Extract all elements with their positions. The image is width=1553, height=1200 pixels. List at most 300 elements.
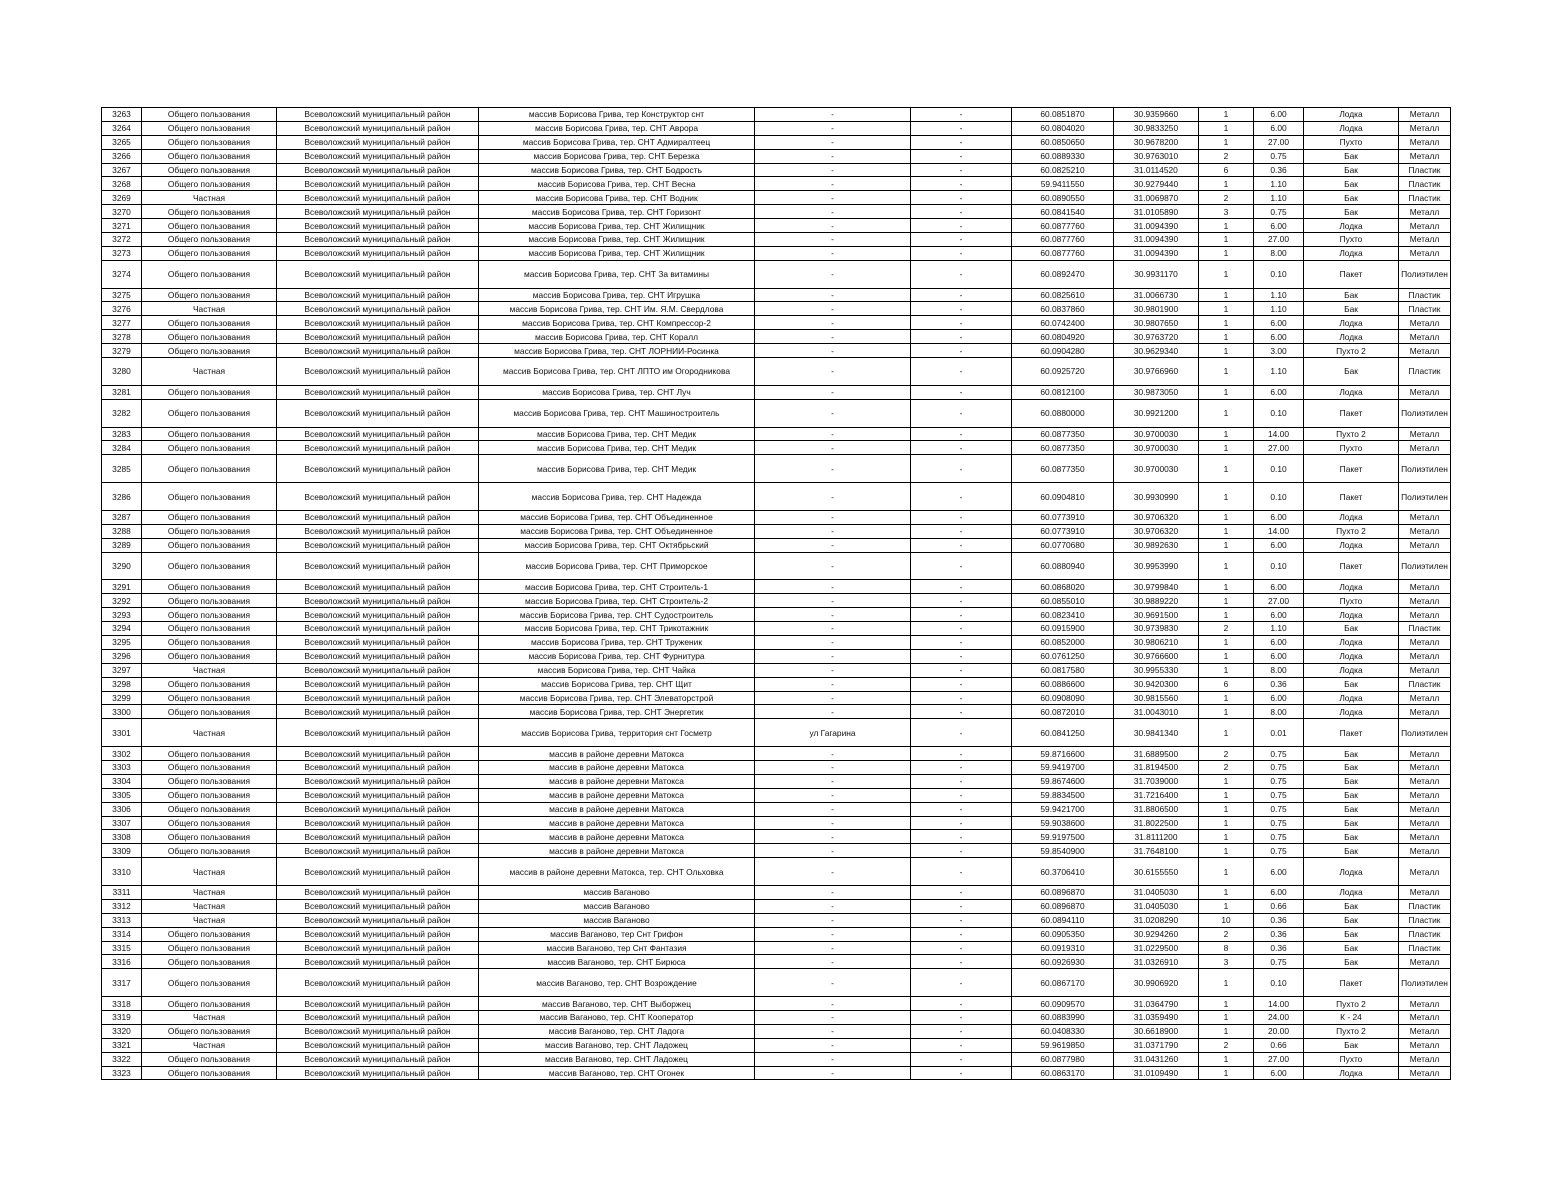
table-cell: 59.9038600	[1012, 816, 1114, 830]
table-cell: Общего пользования	[142, 788, 277, 802]
table-cell: -	[911, 385, 1012, 399]
table-cell: 3302	[102, 747, 142, 761]
table-cell: Лодка	[1304, 608, 1399, 622]
table-cell: Лодка	[1304, 538, 1399, 552]
table-cell: 0.36	[1254, 677, 1304, 691]
table-cell: Всеволожский муниципальный район	[277, 649, 479, 663]
table-row	[102, 927, 1451, 941]
table-cell: 3287	[102, 510, 142, 524]
table-cell: Общего пользования	[142, 108, 277, 122]
table-cell: 3307	[102, 816, 142, 830]
table-cell: 30.9691500	[1114, 608, 1199, 622]
table-cell: 1.10	[1254, 191, 1304, 205]
table-cell: 3274	[102, 260, 142, 288]
table-cell: -	[911, 358, 1012, 386]
table-cell: 0.75	[1254, 205, 1304, 219]
table-row	[102, 427, 1451, 441]
table-cell: -	[911, 635, 1012, 649]
table-row	[102, 719, 1451, 747]
table-cell: -	[911, 191, 1012, 205]
table-cell: массив в районе деревни Матокса, тер. СНТ Ольховка	[479, 858, 755, 886]
table-cell: Общего пользования	[142, 330, 277, 344]
table-cell: -	[911, 1066, 1012, 1080]
table-cell: массив Борисова Грива, тер. СНТ Медик	[479, 455, 755, 483]
table-cell: 60.0892470	[1012, 260, 1114, 288]
table-cell: Металл	[1399, 788, 1451, 802]
table-cell: Пухто	[1304, 594, 1399, 608]
table-row	[102, 1011, 1451, 1025]
table-cell: 30.9931170	[1114, 260, 1199, 288]
table-cell: 30.9700030	[1114, 441, 1199, 455]
table-cell: массив Борисова Грива, тер Конструктор снт	[479, 108, 755, 122]
table-cell: -	[911, 608, 1012, 622]
table-cell: 30.9807650	[1114, 316, 1199, 330]
table-row	[102, 899, 1451, 913]
table-cell: 1	[1199, 233, 1254, 247]
table-cell: -	[755, 219, 911, 233]
table-cell: Бак	[1304, 677, 1399, 691]
table-cell: 1	[1199, 358, 1254, 386]
table-row	[102, 302, 1451, 316]
table-cell: 31.0431260	[1114, 1052, 1199, 1066]
table-cell: 60.0896870	[1012, 899, 1114, 913]
table-cell: Общего пользования	[142, 608, 277, 622]
table-cell: Общего пользования	[142, 441, 277, 455]
table-cell: -	[911, 760, 1012, 774]
table-cell: 30.9892630	[1114, 538, 1199, 552]
table-cell: Металл	[1399, 233, 1451, 247]
table-cell: массив Борисова Грива, тер. СНТ Щит	[479, 677, 755, 691]
table-cell: 3	[1199, 955, 1254, 969]
table-cell: Всеволожский муниципальный район	[277, 802, 479, 816]
table-cell: -	[755, 135, 911, 149]
table-cell: 30.9706320	[1114, 524, 1199, 538]
table-cell: -	[755, 483, 911, 511]
table-cell: Металл	[1399, 344, 1451, 358]
table-cell: 60.0889330	[1012, 149, 1114, 163]
table-row	[102, 691, 1451, 705]
table-cell: 1	[1199, 635, 1254, 649]
table-cell: Лодка	[1304, 219, 1399, 233]
table-cell: 60.0850650	[1012, 135, 1114, 149]
table-cell: 60.0909570	[1012, 997, 1114, 1011]
table-cell: Общего пользования	[142, 246, 277, 260]
table-cell: -	[911, 649, 1012, 663]
table-cell: Бак	[1304, 955, 1399, 969]
table-cell: Лодка	[1304, 649, 1399, 663]
table-cell: массив Ваганово, тер. СНТ Возрождение	[479, 969, 755, 997]
table-cell: Бак	[1304, 802, 1399, 816]
table-cell: 27.00	[1254, 441, 1304, 455]
table-cell: 31.7648100	[1114, 844, 1199, 858]
table-cell: 1	[1199, 691, 1254, 705]
table-cell: 3314	[102, 927, 142, 941]
table-row	[102, 1038, 1451, 1052]
table-cell: массив Борисова Грива, тер. СНТ Бодрость	[479, 163, 755, 177]
table-cell: -	[755, 330, 911, 344]
table-cell: 1	[1199, 108, 1254, 122]
table-cell: Общего пользования	[142, 427, 277, 441]
table-cell: Лодка	[1304, 705, 1399, 719]
table-cell: массив Борисова Грива, тер. СНТ Приморское	[479, 552, 755, 580]
table-cell: Всеволожский муниципальный район	[277, 177, 479, 191]
table-cell: 59.9197500	[1012, 830, 1114, 844]
table-cell: Пластик	[1399, 899, 1451, 913]
table-row	[102, 441, 1451, 455]
table-cell: Общего пользования	[142, 594, 277, 608]
table-cell: массив Борисова Грива, тер. СНТ Объединенное	[479, 510, 755, 524]
table-cell: 6.00	[1254, 108, 1304, 122]
table-cell: 3317	[102, 969, 142, 997]
table-cell: 1	[1199, 594, 1254, 608]
table-cell: 1	[1199, 177, 1254, 191]
table-cell: 60.0880000	[1012, 399, 1114, 427]
table-cell: Всеволожский муниципальный район	[277, 455, 479, 483]
table-cell: 31.0069870	[1114, 191, 1199, 205]
table-cell: 6.00	[1254, 691, 1304, 705]
table-cell: 30.9955330	[1114, 663, 1199, 677]
table-cell: Бак	[1304, 830, 1399, 844]
table-cell: 60.0823410	[1012, 608, 1114, 622]
table-row	[102, 552, 1451, 580]
table-cell: массив в районе деревни Матокса	[479, 816, 755, 830]
table-cell: 60.0905350	[1012, 927, 1114, 941]
table-cell: Всеволожский муниципальный район	[277, 997, 479, 1011]
table-cell: 0.75	[1254, 760, 1304, 774]
table-cell: 0.36	[1254, 941, 1304, 955]
table-cell: -	[911, 927, 1012, 941]
table-cell: 3308	[102, 830, 142, 844]
table-cell: 60.0804920	[1012, 330, 1114, 344]
table-cell: 0.75	[1254, 955, 1304, 969]
table-cell: Пухто	[1304, 441, 1399, 455]
table-cell: массив в районе деревни Матокса	[479, 844, 755, 858]
table-cell: Полиэтилен	[1399, 455, 1451, 483]
table-cell: -	[911, 455, 1012, 483]
table-cell: 30.9841340	[1114, 719, 1199, 747]
table-cell: Пухто	[1304, 135, 1399, 149]
table-cell: массив в районе деревни Матокса	[479, 760, 755, 774]
table-cell: -	[755, 997, 911, 1011]
table-cell: -	[911, 663, 1012, 677]
table-cell: массив Ваганово, тер. СНТ Ладога	[479, 1024, 755, 1038]
table-cell: -	[755, 246, 911, 260]
table-cell: -	[755, 830, 911, 844]
table-cell: -	[755, 1011, 911, 1025]
table-cell: 30.9706320	[1114, 510, 1199, 524]
table-cell: 60.0890550	[1012, 191, 1114, 205]
table-cell: -	[911, 524, 1012, 538]
table-cell: 1.10	[1254, 622, 1304, 636]
table-cell: 30.9801900	[1114, 302, 1199, 316]
table-cell: Бак	[1304, 927, 1399, 941]
table-cell: 59.8716600	[1012, 747, 1114, 761]
table-row	[102, 205, 1451, 219]
table-cell: 60.0825210	[1012, 163, 1114, 177]
table-cell: -	[755, 955, 911, 969]
table-cell: 1	[1199, 524, 1254, 538]
table-cell: -	[755, 580, 911, 594]
table-cell: Бак	[1304, 149, 1399, 163]
table-row	[102, 622, 1451, 636]
data-table	[101, 107, 1451, 1080]
table-cell: -	[911, 886, 1012, 900]
table-cell: массив Борисова Грива, тер. СНТ Аврора	[479, 121, 755, 135]
table-cell: -	[911, 622, 1012, 636]
table-cell: -	[911, 538, 1012, 552]
table-cell: 3304	[102, 774, 142, 788]
table-cell: Всеволожский муниципальный район	[277, 622, 479, 636]
table-cell: Общего пользования	[142, 635, 277, 649]
table-cell: 1	[1199, 802, 1254, 816]
table-cell: 60.0804020	[1012, 121, 1114, 135]
table-cell: 59.9419700	[1012, 760, 1114, 774]
table-cell: массив Борисова Грива, тер. СНТ Элеваторстрой	[479, 691, 755, 705]
table-cell: Пакет	[1304, 399, 1399, 427]
table-cell: 6.00	[1254, 385, 1304, 399]
table-cell: 1	[1199, 260, 1254, 288]
table-cell: Всеволожский муниципальный район	[277, 135, 479, 149]
table-cell: -	[911, 830, 1012, 844]
table-cell: Частная	[142, 1038, 277, 1052]
table-cell: 3295	[102, 635, 142, 649]
table-row	[102, 858, 1451, 886]
table-cell: массив Борисова Грива, тер. СНТ Луч	[479, 385, 755, 399]
table-cell: 3313	[102, 913, 142, 927]
table-cell: Лодка	[1304, 580, 1399, 594]
table-cell: Лодка	[1304, 108, 1399, 122]
table-cell: Общего пользования	[142, 774, 277, 788]
table-cell: Всеволожский муниципальный район	[277, 635, 479, 649]
table-cell: Всеволожский муниципальный район	[277, 1066, 479, 1080]
table-cell: Металл	[1399, 705, 1451, 719]
table-cell: Общего пользования	[142, 691, 277, 705]
table-cell: Лодка	[1304, 886, 1399, 900]
table-cell: 3271	[102, 219, 142, 233]
table-row	[102, 538, 1451, 552]
table-cell: Всеволожский муниципальный район	[277, 1011, 479, 1025]
table-cell: Общего пользования	[142, 941, 277, 955]
table-cell: 1	[1199, 969, 1254, 997]
table-cell: 1	[1199, 886, 1254, 900]
table-cell: -	[755, 899, 911, 913]
table-cell: 1	[1199, 399, 1254, 427]
table-cell: -	[911, 955, 1012, 969]
table-cell: Общего пользования	[142, 580, 277, 594]
table-cell: 3276	[102, 302, 142, 316]
table-cell: Всеволожский муниципальный район	[277, 830, 479, 844]
table-cell: массив Борисова Грива, тер. СНТ Энергетик	[479, 705, 755, 719]
table-cell: Лодка	[1304, 858, 1399, 886]
table-cell: -	[755, 358, 911, 386]
table-cell: -	[911, 913, 1012, 927]
table-cell: Бак	[1304, 622, 1399, 636]
table-cell: Всеволожский муниципальный район	[277, 677, 479, 691]
table-cell: 60.0770680	[1012, 538, 1114, 552]
table-cell: -	[755, 705, 911, 719]
table-row	[102, 608, 1451, 622]
table-row	[102, 399, 1451, 427]
table-cell: 59.8674600	[1012, 774, 1114, 788]
table-cell: Пухто 2	[1304, 997, 1399, 1011]
table-cell: Всеволожский муниципальный район	[277, 121, 479, 135]
table-cell: 3280	[102, 358, 142, 386]
table-cell: 1.10	[1254, 358, 1304, 386]
table-cell: Частная	[142, 886, 277, 900]
table-cell: Пластик	[1399, 927, 1451, 941]
table-cell: Металл	[1399, 135, 1451, 149]
table-cell: Всеволожский муниципальный район	[277, 594, 479, 608]
table-cell: 30.9700030	[1114, 455, 1199, 483]
table-cell: 3.00	[1254, 344, 1304, 358]
table-cell: Частная	[142, 302, 277, 316]
table-row	[102, 135, 1451, 149]
table-cell: Металл	[1399, 1024, 1451, 1038]
table-cell: Всеволожский муниципальный район	[277, 233, 479, 247]
table-row	[102, 844, 1451, 858]
table-cell: Пластик	[1399, 302, 1451, 316]
table-cell: Металл	[1399, 1011, 1451, 1025]
table-cell: -	[755, 747, 911, 761]
table-cell: Металл	[1399, 427, 1451, 441]
table-cell: -	[911, 747, 1012, 761]
table-cell: -	[911, 788, 1012, 802]
table-cell: Общего пользования	[142, 483, 277, 511]
table-cell: Всеволожский муниципальный район	[277, 538, 479, 552]
table-cell: 6.00	[1254, 538, 1304, 552]
table-cell: -	[911, 330, 1012, 344]
table-cell: 0.10	[1254, 399, 1304, 427]
table-cell: Всеволожский муниципальный район	[277, 580, 479, 594]
table-cell: 3305	[102, 788, 142, 802]
table-cell: Всеволожский муниципальный район	[277, 774, 479, 788]
table-row	[102, 177, 1451, 191]
table-cell: Частная	[142, 663, 277, 677]
table-cell: Всеволожский муниципальный район	[277, 858, 479, 886]
table-cell: 30.9815560	[1114, 691, 1199, 705]
table-cell: Бак	[1304, 205, 1399, 219]
table-cell: 14.00	[1254, 427, 1304, 441]
table-cell: Металл	[1399, 108, 1451, 122]
table-cell: -	[911, 719, 1012, 747]
table-cell: 31.7039000	[1114, 774, 1199, 788]
table-cell: массив Борисова Грива, тер. СНТ Строитель-2	[479, 594, 755, 608]
table-cell: -	[911, 149, 1012, 163]
table-cell: 1	[1199, 510, 1254, 524]
table-cell: Лодка	[1304, 316, 1399, 330]
table-cell: -	[755, 941, 911, 955]
table-row	[102, 663, 1451, 677]
table-cell: -	[755, 886, 911, 900]
table-cell: массив Борисова Грива, тер. СНТ Надежда	[479, 483, 755, 511]
table-cell: -	[755, 774, 911, 788]
table-row	[102, 886, 1451, 900]
table-cell: -	[911, 233, 1012, 247]
table-cell: Лодка	[1304, 635, 1399, 649]
table-cell: -	[911, 246, 1012, 260]
table-cell: массив Борисова Грива, тер. СНТ Адмиралтеец	[479, 135, 755, 149]
table-cell: 3294	[102, 622, 142, 636]
table-cell: 31.0109490	[1114, 1066, 1199, 1080]
table-cell: 60.0883990	[1012, 1011, 1114, 1025]
table-cell: 30.9678200	[1114, 135, 1199, 149]
table-cell: 30.9873050	[1114, 385, 1199, 399]
table-cell: массив Борисова Грива, тер. СНТ Медик	[479, 427, 755, 441]
table-cell: Общего пользования	[142, 344, 277, 358]
table-cell: Металл	[1399, 219, 1451, 233]
table-cell: 60.0867170	[1012, 969, 1114, 997]
table-cell: -	[755, 622, 911, 636]
table-row	[102, 816, 1451, 830]
table-cell: Пластик	[1399, 622, 1451, 636]
table-cell: -	[911, 260, 1012, 288]
table-cell: Пухто 2	[1304, 1024, 1399, 1038]
table-cell: Общего пользования	[142, 455, 277, 483]
table-cell: Общего пользования	[142, 385, 277, 399]
table-cell: 31.0114520	[1114, 163, 1199, 177]
table-cell: -	[755, 1066, 911, 1080]
table-cell: массив Ваганово, тер. СНТ Выборжец	[479, 997, 755, 1011]
table-cell: Всеволожский муниципальный район	[277, 344, 479, 358]
table-row	[102, 246, 1451, 260]
table-cell: 60.0877350	[1012, 441, 1114, 455]
table-cell: 30.9806210	[1114, 635, 1199, 649]
table-cell: -	[911, 288, 1012, 302]
table-cell: 3309	[102, 844, 142, 858]
table-cell: 1	[1199, 135, 1254, 149]
table-cell: 2	[1199, 747, 1254, 761]
table-cell: Всеволожский муниципальный район	[277, 969, 479, 997]
table-cell: 30.9294260	[1114, 927, 1199, 941]
table-cell: Металл	[1399, 844, 1451, 858]
table-cell: 1	[1199, 816, 1254, 830]
table-cell: 60.0896870	[1012, 886, 1114, 900]
table-cell: Всеволожский муниципальный район	[277, 691, 479, 705]
table-cell: 3	[1199, 205, 1254, 219]
table-cell: Бак	[1304, 913, 1399, 927]
table-cell: Общего пользования	[142, 649, 277, 663]
table-cell: 0.10	[1254, 483, 1304, 511]
table-cell: 6.00	[1254, 121, 1304, 135]
table-row	[102, 524, 1451, 538]
table-cell: 31.0326910	[1114, 955, 1199, 969]
table-cell: массив Ваганово	[479, 913, 755, 927]
table-cell: 60.0926930	[1012, 955, 1114, 969]
table-cell: 31.8194500	[1114, 760, 1199, 774]
table-cell: Лодка	[1304, 691, 1399, 705]
table-cell: -	[755, 538, 911, 552]
table-cell: массив Ваганово, тер. СНТ Ладожец	[479, 1038, 755, 1052]
table-cell: Всеволожский муниципальный район	[277, 427, 479, 441]
table-cell: 3319	[102, 1011, 142, 1025]
table-cell: 30.9700030	[1114, 427, 1199, 441]
table-cell: 60.0877980	[1012, 1052, 1114, 1066]
table-cell: -	[911, 205, 1012, 219]
table-cell: Всеволожский муниципальный район	[277, 927, 479, 941]
table-cell: Общего пользования	[142, 316, 277, 330]
table-cell: 60.0904280	[1012, 344, 1114, 358]
table-cell: Всеволожский муниципальный район	[277, 191, 479, 205]
table-cell: массив Ваганово	[479, 899, 755, 913]
table-cell: -	[755, 1038, 911, 1052]
table-cell: -	[911, 219, 1012, 233]
table-cell: 3289	[102, 538, 142, 552]
table-cell: Всеволожский муниципальный район	[277, 1024, 479, 1038]
table-cell: -	[911, 1011, 1012, 1025]
table-row	[102, 788, 1451, 802]
table-cell: 0.10	[1254, 969, 1304, 997]
table-cell: 0.75	[1254, 844, 1304, 858]
